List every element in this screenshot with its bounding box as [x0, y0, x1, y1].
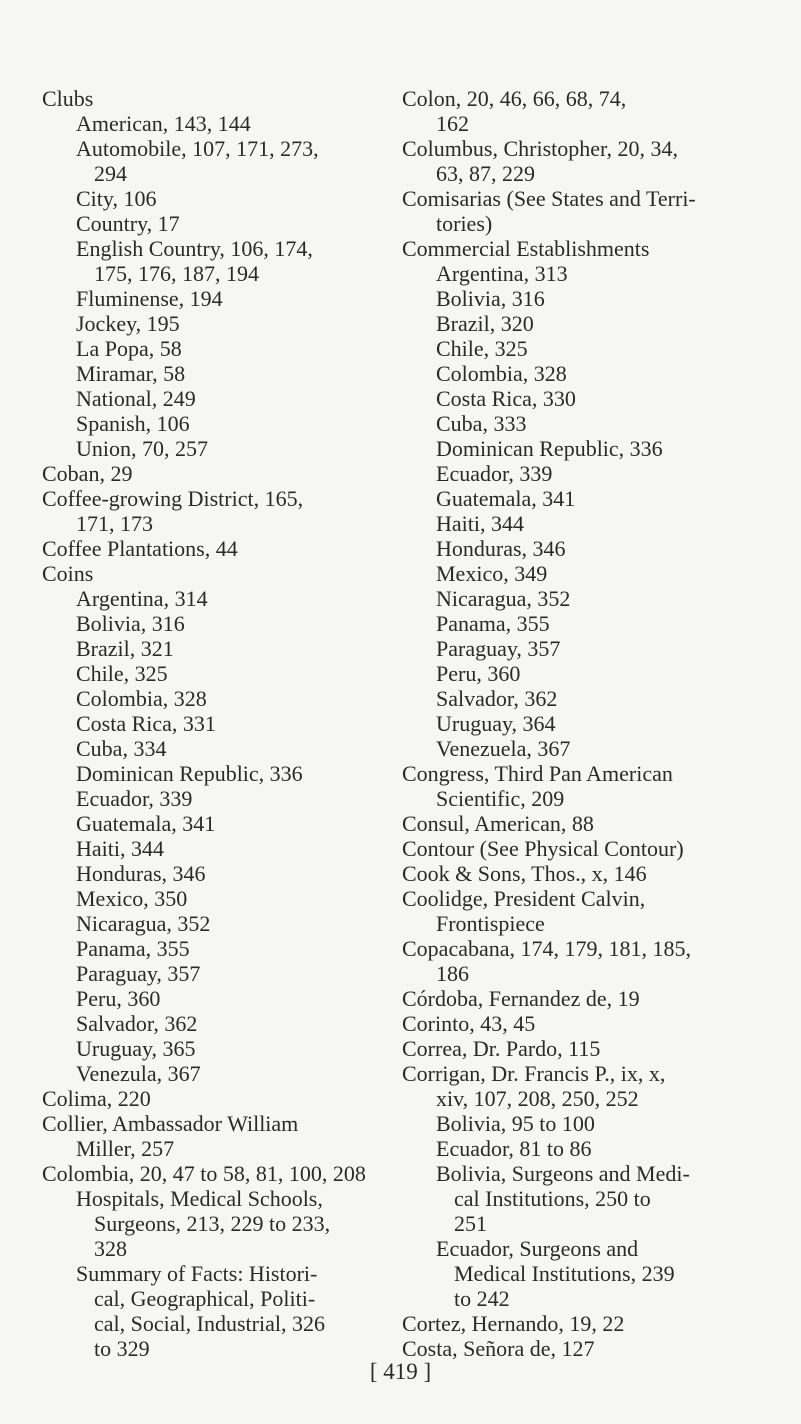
- page-number: [ 419 ]: [369, 1359, 432, 1384]
- index-entry: La Popa, 58: [76, 336, 182, 361]
- index-entry: Automobile, 107, 171, 273,: [76, 136, 319, 161]
- index-entry: Coffee Plantations, 44: [42, 536, 238, 561]
- index-entry: Mexico, 350: [76, 886, 188, 911]
- index-entry: National, 249: [76, 386, 196, 411]
- index-entry: Miramar, 58: [76, 361, 186, 386]
- index-entry: Haiti, 344: [76, 836, 164, 861]
- index-entry: Bolivia, 316: [76, 611, 185, 636]
- index-entry: Colombia, 328: [76, 686, 207, 711]
- index-entry: Consul, American, 88: [402, 811, 594, 836]
- index-entry: Cortez, Hernando, 19, 22: [402, 1311, 625, 1336]
- index-entry: Cuba, 334: [76, 736, 167, 761]
- index-entry: City, 106: [76, 186, 157, 211]
- index-entry: Honduras, 346: [436, 536, 566, 561]
- index-entry: Coffee-growing District, 165,: [42, 486, 304, 511]
- index-entry: Nicaragua, 352: [436, 586, 571, 611]
- index-entry: Paraguay, 357: [436, 636, 561, 661]
- index-entry: Country, 17: [76, 211, 180, 236]
- index-entry: Panama, 355: [436, 611, 550, 636]
- index-entry: Miller, 257: [76, 1136, 175, 1161]
- index-entry: Frontispiece: [436, 911, 545, 936]
- index-entry: Corinto, 43, 45: [402, 1011, 536, 1036]
- index-entry: Brazil, 320: [436, 311, 534, 336]
- index-entry: Spanish, 106: [76, 411, 190, 436]
- index-entry: Brazil, 321: [76, 636, 174, 661]
- index-entry: Colima, 220: [42, 1086, 151, 1111]
- index-entry: Colombia, 328: [436, 361, 567, 386]
- index-entry: Medical Institutions, 239: [454, 1261, 675, 1286]
- index-entry: Dominican Republic, 336: [436, 436, 663, 461]
- index-entry: American, 143, 144: [76, 111, 251, 136]
- index-column-right: [402, 86, 774, 1361]
- index-entry: Guatemala, 341: [76, 811, 216, 836]
- index-entry: 63, 87, 229: [436, 161, 535, 186]
- index-entry: Paraguay, 357: [76, 961, 201, 986]
- index-entry: Salvador, 362: [76, 1011, 198, 1036]
- index-entry: tories): [436, 211, 493, 236]
- index-entry: Ecuador, 81 to 86: [436, 1136, 592, 1161]
- index-entry: Colombia, 20, 47 to 58, 81, 100, 208: [42, 1161, 366, 1186]
- index-entry: Guatemala, 341: [436, 486, 576, 511]
- index-entry: Correa, Dr. Pardo, 115: [402, 1036, 601, 1061]
- index-entry: Fluminense, 194: [76, 286, 223, 311]
- index-column-left: [42, 86, 392, 1361]
- index-entry: Scientific, 209: [436, 786, 565, 811]
- index-entry: Clubs: [42, 86, 94, 111]
- index-entry: Salvador, 362: [436, 686, 558, 711]
- index-entry: Argentina, 314: [76, 586, 208, 611]
- index-entry: Peru, 360: [436, 661, 521, 686]
- index-entry: Contour (See Physical Contour): [402, 836, 684, 861]
- index-entry: English Country, 106, 174,: [76, 236, 313, 261]
- index-entry: Hospitals, Medical Schools,: [76, 1186, 323, 1211]
- index-entry: Dominican Republic, 336: [76, 761, 303, 786]
- index-entry: Costa, Señora de, 127: [402, 1336, 595, 1361]
- index-entry: xiv, 107, 208, 250, 252: [436, 1086, 639, 1111]
- index-entry: 162: [436, 111, 469, 136]
- index-entry: Commercial Establishments: [402, 236, 650, 261]
- index-entry: Honduras, 346: [76, 861, 206, 886]
- index-entry: cal, Geographical, Politi-: [94, 1286, 316, 1311]
- index-entry: Costa Rica, 331: [76, 711, 216, 736]
- index-entry: Uruguay, 364: [436, 711, 556, 736]
- index-entry: Union, 70, 257: [76, 436, 208, 461]
- index-entry: Comisarias (See States and Terri-: [402, 186, 696, 211]
- index-entry: 175, 176, 187, 194: [94, 261, 259, 286]
- index-entry: Bolivia, 316: [436, 286, 545, 311]
- index-entry: Chile, 325: [76, 661, 168, 686]
- index-entry: Bolivia, 95 to 100: [436, 1111, 595, 1136]
- index-entry: Ecuador, 339: [436, 461, 553, 486]
- index-entry: Chile, 325: [436, 336, 528, 361]
- index-entry: Coban, 29: [42, 461, 133, 486]
- index-entry: 186: [436, 961, 469, 986]
- index-entry: Argentina, 313: [436, 261, 568, 286]
- index-entry: Cook & Sons, Thos., x, 146: [402, 861, 647, 886]
- index-entry: Coolidge, President Calvin,: [402, 886, 646, 911]
- index-entry: Venezula, 367: [76, 1061, 201, 1086]
- index-entry: Colon, 20, 46, 66, 68, 74,: [402, 86, 627, 111]
- index-entry: 294: [94, 161, 127, 186]
- index-entry: Uruguay, 365: [76, 1036, 196, 1061]
- index-entry: Copacabana, 174, 179, 181, 185,: [402, 936, 691, 961]
- index-entry: to 242: [454, 1286, 510, 1311]
- index-entry: 251: [454, 1211, 487, 1236]
- index-entry: Córdoba, Fernandez de, 19: [402, 986, 640, 1011]
- index-entry: to 329: [94, 1336, 150, 1361]
- index-entry: Haiti, 344: [436, 511, 524, 536]
- index-entry: Nicaragua, 352: [76, 911, 211, 936]
- index-entry: 171, 173: [76, 511, 153, 536]
- index-entry: Ecuador, Surgeons and: [436, 1236, 639, 1261]
- index-entry: Bolivia, Surgeons and Medi-: [436, 1161, 690, 1186]
- index-entry: Venezuela, 367: [436, 736, 571, 761]
- index-entry: Corrigan, Dr. Francis P., ix, x,: [402, 1061, 666, 1086]
- index-entry: Collier, Ambassador William: [42, 1111, 299, 1136]
- index-entry: Congress, Third Pan American: [402, 761, 673, 786]
- index-entry: cal, Social, Industrial, 326: [94, 1311, 325, 1336]
- index-entry: Ecuador, 339: [76, 786, 193, 811]
- index-entry: Coins: [42, 561, 94, 586]
- index-entry: Cuba, 333: [436, 411, 527, 436]
- index-entry: Panama, 355: [76, 936, 190, 961]
- index-entry: Mexico, 349: [436, 561, 548, 586]
- index-entry: Jockey, 195: [76, 311, 180, 336]
- index-entry: 328: [94, 1236, 127, 1261]
- index-entry: Peru, 360: [76, 986, 161, 1011]
- index-entry: Surgeons, 213, 229 to 233,: [94, 1211, 331, 1236]
- index-entry: cal Institutions, 250 to: [454, 1186, 651, 1211]
- index-entry: Costa Rica, 330: [436, 386, 576, 411]
- index-entry: Summary of Facts: Histori-: [76, 1261, 318, 1286]
- index-entry: Columbus, Christopher, 20, 34,: [402, 136, 678, 161]
